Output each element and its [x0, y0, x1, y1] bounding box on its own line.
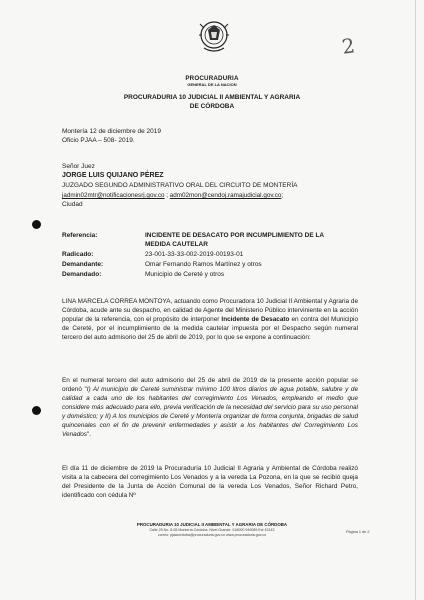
paragraph-order-text-a: En el numeral tercero del auto admisorio del 25 de abril de 2019 de la presente acción popular se ordenó " — [62, 377, 358, 393]
reference-value-line1: INCIDENTE DE DESACATO POR INCUMPLIMIENTO DE LA — [145, 232, 325, 239]
paragraph-intro-bold: Incidente de Desacato — [221, 316, 290, 323]
demandado-label: Demandado: — [62, 271, 102, 278]
demandante-value: Omar Fernando Ramos Martínez y otros — [145, 261, 262, 268]
salutation: Señor Juez — [62, 163, 95, 170]
email-link-1[interactable]: jadmin02mtr@notificacionesrj.gov.co — [62, 192, 165, 199]
email-link-2[interactable]: adm02mon@cendoj.ramajudicial.gov.co — [169, 192, 282, 199]
recipient-name: JORGE LUIS QUIJANO PÉREZ — [62, 172, 164, 179]
procuraduria-seal-icon — [194, 18, 234, 64]
demandante-label: Demandante: — [62, 261, 104, 268]
email-separator: ; — [164, 192, 170, 199]
paragraph-visit — [62, 464, 358, 500]
footer-contact: correo: pjaacordoba@procuraduria.gov.co www.procuraduria.gov.co — [157, 533, 267, 537]
paragraph-intro-text-b: en contra del Municipio de Cereté, por el incumplimiento de la medida cautelar impuesta por el Despacho según numeral tercero del auto admisorio del 25 de abril de 2019, por lo que se expone a continuación: — [62, 316, 358, 341]
recipient-court: JUZGADO SEGUNDO ADMINISTRATIVO ORAL DEL CIRCUITO DE MONTERÍA — [62, 182, 298, 189]
footer-address: Calle 25 No. 6-05 Montería Córdoba. Nivel Grande. 018000 949089 Ext 43143 — [149, 528, 275, 532]
binder-hole-icon — [32, 220, 41, 229]
reference-value-line2: MEDIDA CAUTELAR — [145, 241, 208, 248]
reference-label: Referencia: — [62, 232, 98, 239]
logo-title: PROCURADURIA — [185, 75, 239, 82]
paragraph-intro — [62, 297, 358, 342]
paragraph-order-text-end: ". — [87, 431, 92, 438]
recipient-emails — [62, 192, 283, 201]
radicado-value: 23-001-33-33-002-2019-00193-01 — [145, 251, 244, 258]
page-number: Página 1 de 2 — [346, 530, 370, 534]
footer-office: PROCURADURIA 10 JUDICIAL II AMBIENTAL Y AGRARIA DE CÓRDOBA — [136, 522, 288, 527]
handwritten-page-mark: 2 — [340, 33, 357, 59]
office-heading-line1: PROCURADURIA 10 JUDICIAL II AMBIENTAL Y AGRARIA — [123, 94, 301, 101]
paragraph-intro-text-a: LINA MARCELA CORREA MONTOYA, actuando como Procuradora 10 Judicial II Ambiental y Agraria de Córdoba, acude ante su despacho, en calidad de Agente del Ministerio Público interviniente en la acción popular de la referencia, con el propósito de interponer — [62, 298, 358, 323]
scan-edge — [415, 0, 416, 600]
radicado-label: Radicado: — [62, 251, 94, 258]
office-heading-line2: DE CÓRDOBA — [189, 103, 235, 110]
logo-subtitle: GENERAL DE LA NACION — [187, 82, 237, 87]
email-end: ; — [281, 192, 284, 199]
date-line: Montería 12 de diciembre de 2019 — [62, 128, 162, 135]
binder-hole-icon — [32, 406, 41, 415]
demandado-value: Municipio de Cereté y otros — [145, 271, 225, 278]
recipient-city: Ciudad — [62, 201, 83, 208]
office-reference: Oficio PJAA – 508- 2019. — [62, 137, 135, 144]
paragraph-order — [62, 376, 358, 439]
paragraph-visit-text: El día 11 de diciembre de 2019 la Procuraduría 10 Judicial II Agraria y Ambiental de Córdoba realizó visita a la cabecera del corregimiento Los Venados y a la vereda La Pozona, en la que se recibió queja del Presidente de la Junta de Acción Comunal de la vereda Los Venados, Señor Richard Petro, identificado con cédula Nº — [62, 465, 358, 499]
paragraph-order-quote: I) Al municipio de Cereté suministrar mínimo 100 litros diarios de agua potable, salubre y de calidad a cada uno de los habitantes del corregimiento Los Venados, empleando el medio que considere más adecuado para ello, previa verificación de la necesidad del servicio para su uso personal y doméstico; y II) A los municipios de Cereté y Montería organizar de forma conjunta, brigadas de salud quincenales con el fin de prevenir enfermedades y asistir a los habitantes del Corregimiento Los Venados — [62, 386, 358, 438]
